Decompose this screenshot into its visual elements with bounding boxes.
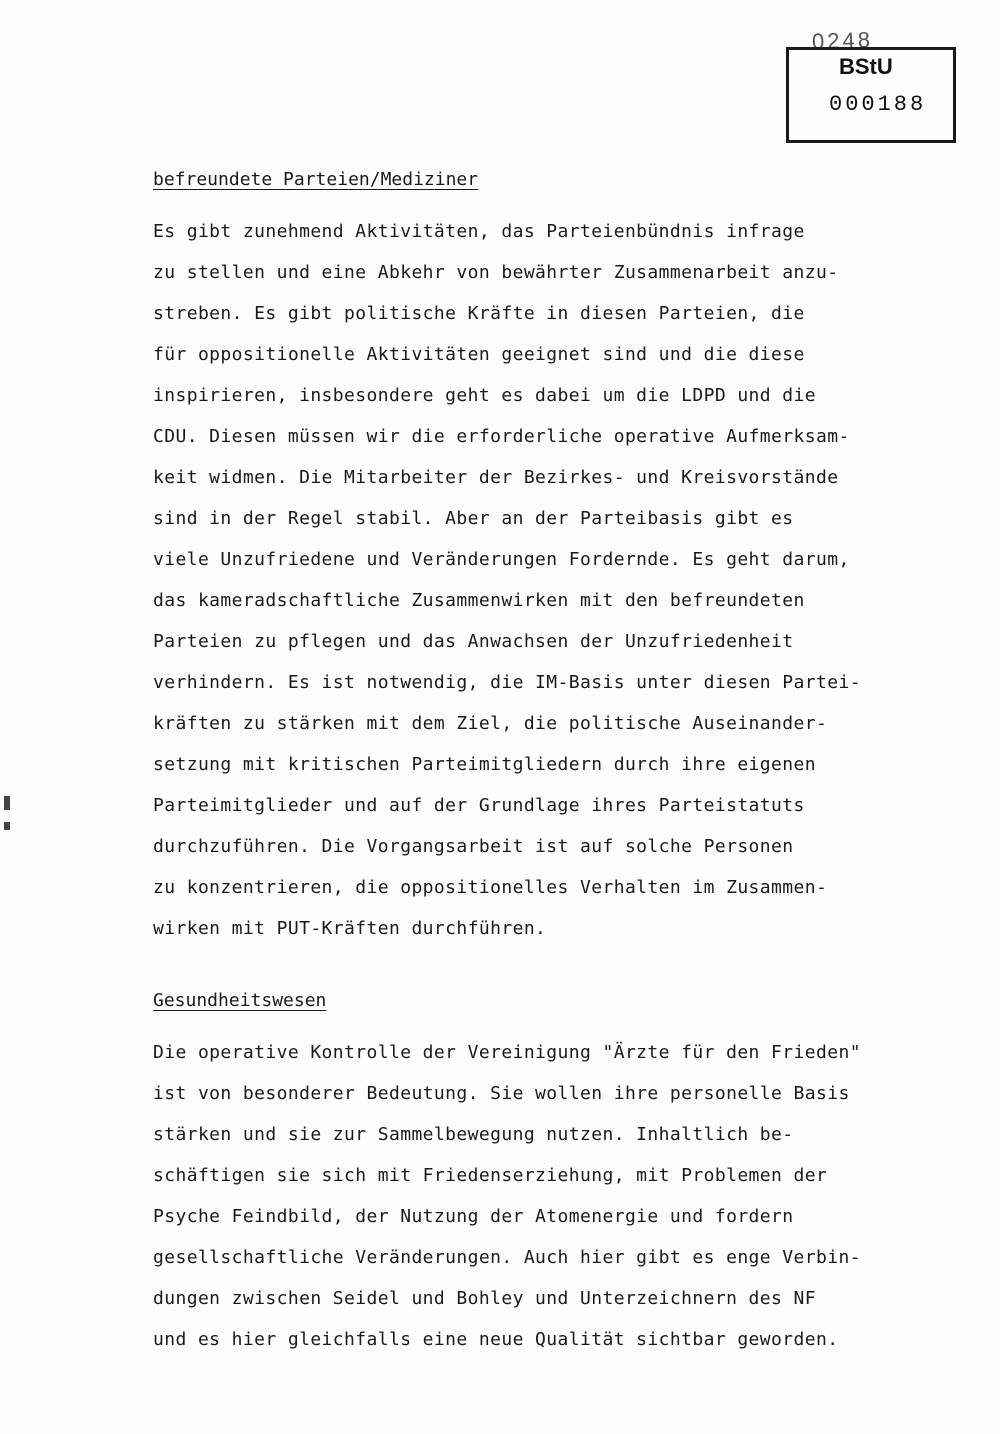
section-heading: Gesundheitswesen (153, 990, 327, 1011)
stamp-agency: BStU (839, 54, 893, 79)
section-health (153, 991, 913, 1360)
margin-punch-mark (4, 822, 10, 830)
text-line: CDU. Diesen müssen wir die erforderliche operative Aufmerksam- (153, 426, 850, 447)
text-line: das kameradschaftliche Zusammenwirken mit den befreundeten (153, 590, 805, 611)
text-line: zu stellen und eine Abkehr von bewährter Zusammenarbeit anzu- (153, 262, 839, 283)
text-line: Es gibt zunehmend Aktivitäten, das Parteienbündnis infrage (153, 221, 805, 242)
margin-punch-mark (4, 796, 10, 810)
text-line: verhindern. Es ist notwendig, die IM-Basis unter diesen Partei- (153, 672, 861, 693)
text-line: schäftigen sie sich mit Friedenserziehung, mit Problemen der (153, 1165, 828, 1186)
text-line: Parteimitglieder und auf der Grundlage ihres Parteistatuts (153, 795, 805, 816)
text-line: kräften zu stärken mit dem Ziel, die politische Auseinander- (153, 713, 828, 734)
text-line: sind in der Regel stabil. Aber an der Parteibasis gibt es (153, 508, 794, 529)
text-line: stärken und sie zur Sammelbewegung nutzen. Inhaltlich be- (153, 1124, 794, 1145)
text-line: inspirieren, insbesondere geht es dabei um die LDPD und die (153, 385, 816, 406)
text-line: Parteien zu pflegen und das Anwachsen der Unzufriedenheit (153, 631, 794, 652)
text-line: durchzuführen. Die Vorgangsarbeit ist auf solche Personen (153, 836, 794, 857)
text-line: Die operative Kontrolle der Vereinigung "Ärzte für den Frieden" (153, 1042, 861, 1063)
text-line: wirken mit PUT-Kräften durchführen. (153, 918, 547, 939)
handwritten-page-number: 0248 (811, 26, 874, 55)
text-line: und es hier gleichfalls eine neue Qualität sichtbar geworden. (153, 1329, 839, 1350)
text-line: ist von besonderer Bedeutung. Sie wollen ihre personelle Basis (153, 1083, 850, 1104)
text-line: dungen zwischen Seidel und Bohley und Unterzeichnern des NF (153, 1288, 816, 1309)
text-line: zu konzentrieren, die oppositionelles Verhalten im Zusammen- (153, 877, 828, 898)
text-line: gesellschaftliche Veränderungen. Auch hier gibt es enge Verbin- (153, 1247, 861, 1268)
section-parties (153, 170, 913, 949)
text-line: streben. Es gibt politische Kräfte in diesen Parteien, die (153, 303, 805, 324)
section-heading: befreundete Parteien/Mediziner (153, 169, 479, 190)
text-line: viele Unzufriedene und Veränderungen Fordernde. Es geht darum, (153, 549, 850, 570)
text-line: Psyche Feindbild, der Nutzung der Atomenergie und fordern (153, 1206, 794, 1227)
text-line: für oppositionelle Aktivitäten geeignet sind und die diese (153, 344, 805, 365)
stamp-document-id: 000188 (829, 92, 927, 117)
text-line: setzung mit kritischen Parteimitgliedern durch ihre eigenen (153, 754, 816, 775)
archive-stamp (786, 47, 956, 143)
text-line: keit widmen. Die Mitarbeiter der Bezirkes- und Kreisvorstände (153, 467, 839, 488)
